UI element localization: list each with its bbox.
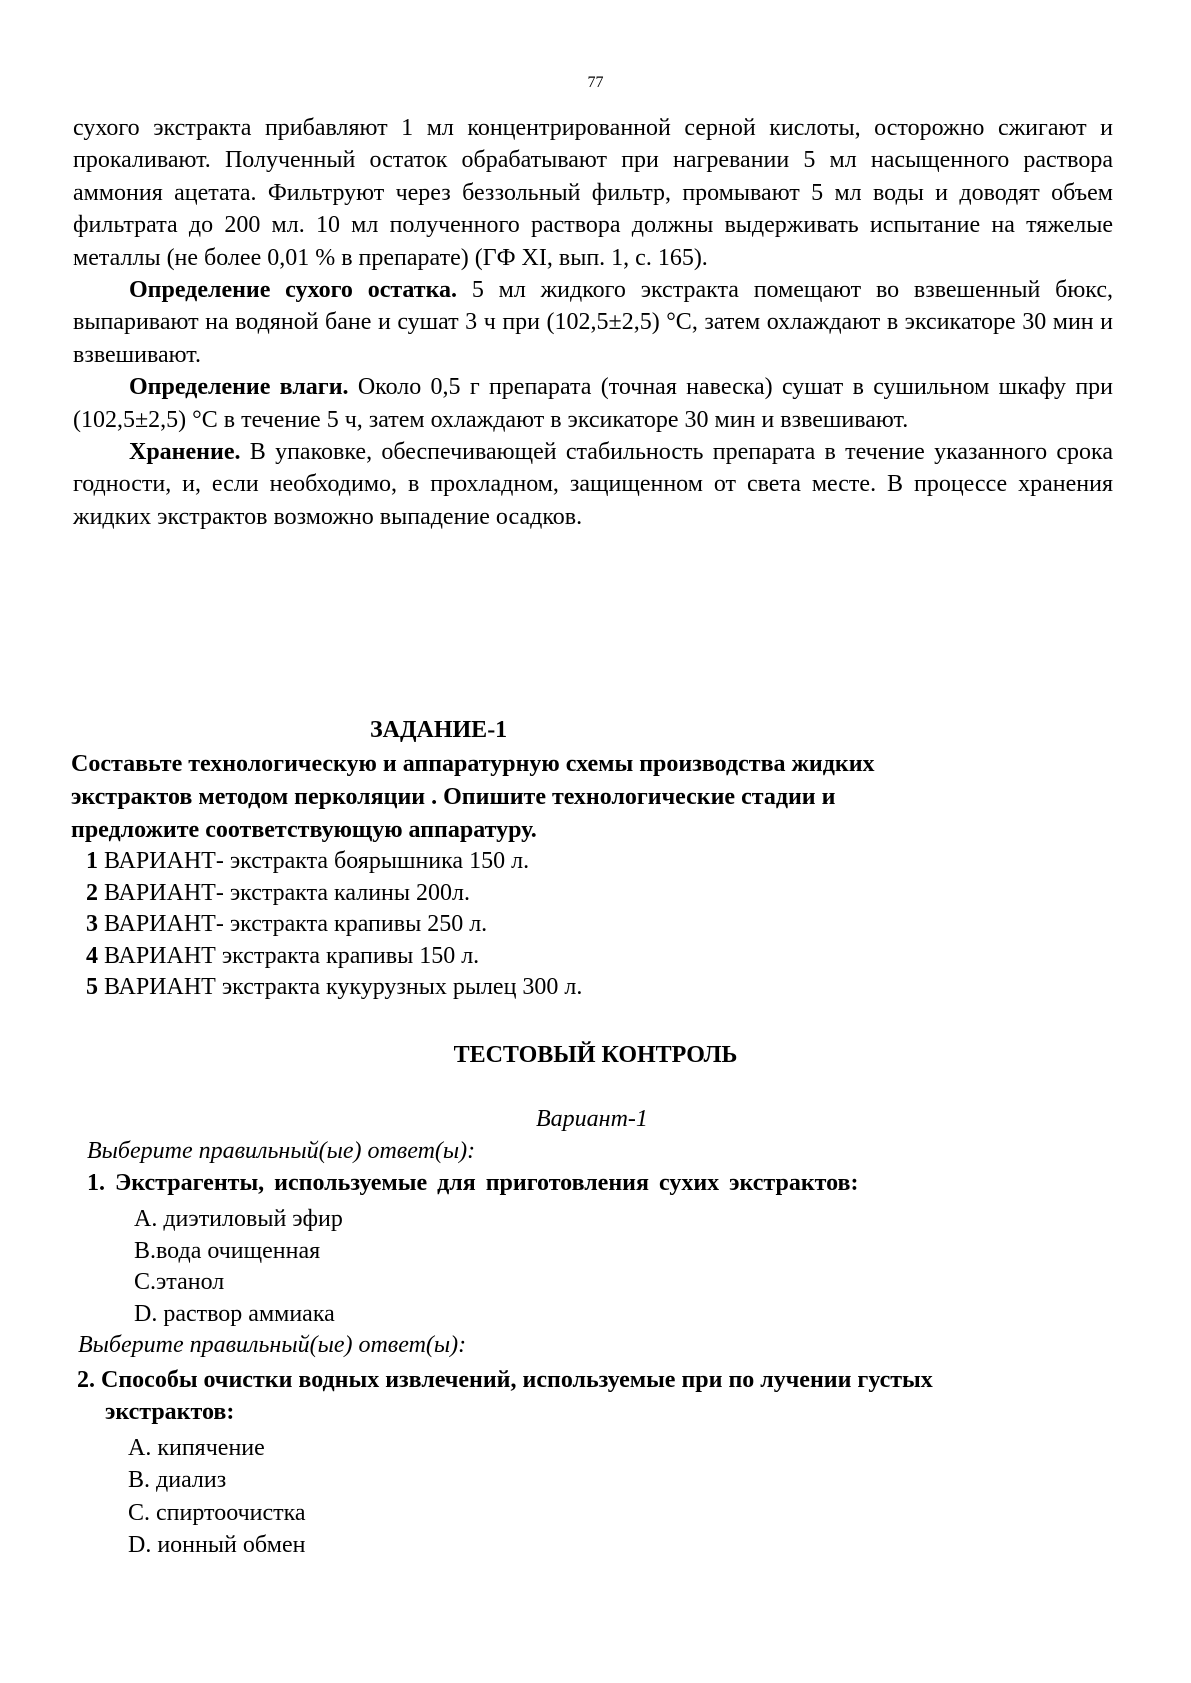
page-number: 77 [587,74,604,91]
paragraph-dry-residue [73,274,1113,371]
paragraph-body: В упаковке, обеспечивающей стабильность препарата в течение указанного срока годности, и, если необходимо, в прохладном, защищенном от света месте. В процессе хранения жидких экстрактов возможно выпадение осадков. [73,439,1113,530]
task-title: ЗАДАНИЕ-1 [370,717,508,743]
answer-option: С.этанол [134,1269,225,1296]
answer-option: А. диэтиловый эфир [134,1206,343,1232]
test-variant-label: Вариант-1 [536,1106,648,1132]
answer-option: В. диализ [128,1467,227,1494]
variant-list [86,846,582,1004]
question-2-line: 2. Способы очистки водных извлечений, используемые при по лучении густых [77,1367,933,1393]
answer-option: В.вода очищенная [134,1237,321,1264]
variant-text: ВАРИАНТ- экстракта калины 200л. [98,879,470,906]
variant-number: 3 [86,911,98,938]
paragraph-heading: Хранение. [129,439,241,466]
variant-text: ВАРИАНТ- экстракта крапивы 250 л. [98,911,488,938]
question-instruction: Выберите правильный(ые) ответ(ы): [87,1138,476,1164]
variant-number: 4 [86,942,98,969]
variant-item [86,941,582,973]
question-instruction: Выберите правильный(ые) ответ(ы): [78,1332,467,1358]
variant-item [86,972,582,1004]
task-description [71,748,1081,847]
paragraph-body: Около 0,5 г препарата (точная навеска) сушат в сушильном шкафу при (102,5±2,5) °С в течение 5 ч, затем охлаждают в эксикаторе 30 мин и взвешивают. [73,374,1114,433]
question-2-line: экстрактов: [105,1399,235,1425]
task-line: предложите соответствующую аппаратуру. [71,817,537,843]
paragraph-storage [73,436,1113,533]
question-2-options [128,1432,306,1562]
question-2 [77,1364,1117,1428]
answer-option: D. ионный обмен [128,1532,306,1559]
paragraph-heading: Определение сухого остатка. [129,277,458,304]
task-line: экстрактов методом перколяции . Опишите технологические стадии и [71,784,836,810]
variant-number: 2 [86,879,98,906]
paragraph-body: 5 мл жидкого экстракта помещают во взвешенный бюкс, выпаривают на водяной бане и сушат 3 ч при (102,5±2,5) °С, затем охлаждают в эксикаторе 30 мин и взвешивают. [73,277,1113,368]
answer-option: А. кипячение [128,1435,265,1461]
variant-text: ВАРИАНТ- экстракта боярышника 150 л. [98,848,530,874]
variant-number: 5 [86,974,98,1001]
test-title: ТЕСТОВЫЙ КОНТРОЛЬ [453,1042,738,1068]
variant-item [86,846,582,878]
question-1: 1. Экстрагенты, используемые для приготовления сухих экстрактов: [87,1170,859,1196]
answer-option: С. спиртоочистка [128,1499,306,1526]
question-1-options [134,1204,343,1330]
body-text [73,112,1113,533]
paragraph-moisture [73,371,1113,436]
variant-text: ВАРИАНТ экстракта кукурузных рылец 300 л. [98,974,583,1001]
variant-item [86,909,582,941]
paragraph-heading: Определение влаги. [129,374,349,401]
variant-number: 1 [86,848,98,874]
task-line: Составьте технологическую и аппаратурную схемы производства жидких [71,751,875,777]
paragraph-heavy-metals: сухого экстракта прибавляют 1 мл концентрированной серной кислоты, осторожно сжигают и прокаливают. Полученный остаток обрабатывают при нагревании 5 мл насыщенного раствора аммония ацетата. Фильтруют через беззольный фильтр, промывают 5 мл воды и доводят объем фильтрата до 200 мл. 10 мл полученного раствора должны выдерживать испытание на тяжелые металлы (не более 0,01 % в препарате) (ГФ XI, вып. 1, с. 165). [73,115,1113,271]
variant-item [86,878,582,910]
variant-text: ВАРИАНТ экстракта крапивы 150 л. [98,942,480,969]
answer-option: D. раствор аммиака [134,1300,335,1327]
